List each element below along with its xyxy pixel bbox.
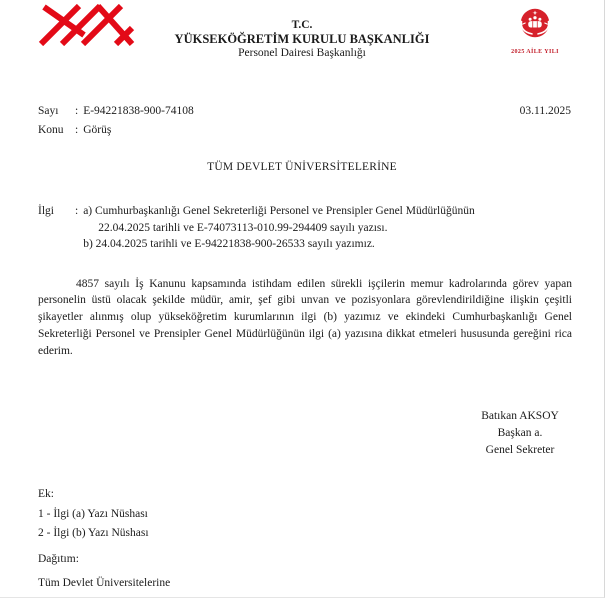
doc-number-row [38, 105, 194, 117]
reference-a-line2: 22.04.2025 tarihli ve E-74073113-010.99-294409 sayılı yazısı. [98, 221, 388, 234]
letterhead-republic: T.C. [291, 19, 313, 31]
letter-date: 03.11.2025 [519, 105, 571, 117]
doc-number-colon: : [75, 105, 79, 117]
subject-colon: : [75, 124, 79, 136]
subject-value: Görüş [83, 124, 112, 136]
letter-body-paragraph: 4857 sayılı İş Kanunu kapsamında istihdam edilen sürekli işçilerin memur kadrolarında görev yapan personelin üstü olacak şekilde müdür, amir, şef gibi unvan ve pozisyonlara görevlendirildiğine ilişkin çeşitli şikayetler alınmış olup yükseköğretim kurumlarının ilgi (b) yazımız ve ekindeki Cumhurbaşkanlığı Genel Sekreterliği Personel ve Prensipler Genel Müdürlüğünün ilgi (a) yazısına dikkat etmeleri hususunda gereğini rica ederim. [38, 277, 572, 358]
aile-yili-emblem-icon [514, 3, 556, 43]
reference-b-line1: b) 24.04.2025 tarihli ve E-94221838-900-26533 sayılı yazımız. [83, 238, 375, 250]
reference-item-b [83, 236, 475, 253]
references-label: İlgi [38, 205, 54, 217]
attachment-item-2: 2 - İlgi (b) Yazı Nüshası [38, 527, 149, 539]
aile-yili-logo [507, 3, 563, 55]
doc-number-value: E-94221838-900-74108 [83, 105, 194, 117]
signature-block [440, 408, 600, 459]
references-block [38, 203, 475, 253]
distribution-item-1: Tüm Devlet Üniversitelerine [38, 577, 171, 589]
distribution-block [38, 553, 170, 589]
reference-item-a [83, 203, 475, 236]
subject-row [38, 124, 111, 136]
attachments-label: Ek: [38, 488, 54, 500]
letterhead-institution: YÜKSEKÖĞRETİM KURULU BAŞKANLIĞI [174, 32, 430, 46]
distribution-label: Dağıtım: [38, 553, 79, 565]
references-colon: : [75, 205, 79, 217]
signer-title-2: Genel Sekreter [485, 444, 555, 456]
letterhead-department: Personel Dairesi Başkanlığı [238, 47, 366, 59]
letterhead [120, 19, 484, 60]
doc-number-label: Sayı [38, 105, 59, 117]
reference-a-line1: a) Cumhurbaşkanlığı Genel Sekreterliği Personel ve Prensipler Genel Müdürlüğünün [83, 205, 475, 217]
references-items [83, 203, 475, 253]
signer-title-1: Başkan a. [497, 427, 543, 439]
attachment-item-1: 1 - İlgi (a) Yazı Nüshası [38, 507, 148, 520]
attachments-block [38, 485, 149, 544]
subject-label: Konu [38, 124, 64, 136]
signer-name: Batıkan AKSOY [481, 410, 559, 422]
aile-yili-caption: 2025 AİLE YILI [511, 49, 559, 55]
addressee-line: TÜM DEVLET ÜNİVERSİTELERİNE [207, 161, 397, 173]
